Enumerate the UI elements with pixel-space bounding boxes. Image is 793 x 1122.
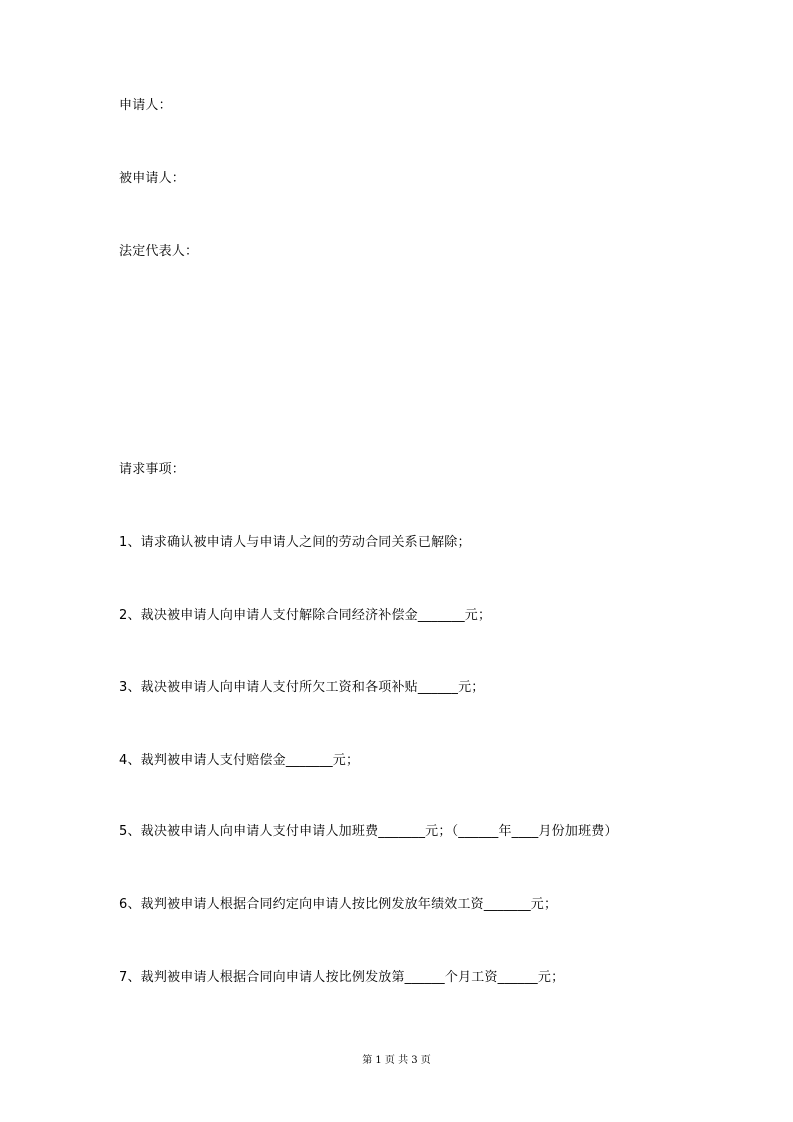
legal-representative-label: 法定代表人： [119, 244, 199, 259]
claim-item: 4、裁判被申请人支付赔偿金_______元； [119, 753, 360, 768]
claim-item: 2、裁决被申请人向申请人支付解除合同经济补偿金_______元； [119, 608, 492, 623]
claim-item: 7、裁判被申请人根据合同向申请人按比例发放第______个月工资______元； [119, 970, 565, 985]
claim-item: 6、裁判被申请人根据合同约定向申请人按比例发放年绩效工资_______元； [119, 897, 558, 912]
claim-item: 1、请求确认被申请人与申请人之间的劳动合同关系已解除； [119, 535, 471, 550]
page-number-footer: 第 1 页 共 3 页 [362, 1055, 431, 1066]
claims-heading: 请求事项： [119, 462, 186, 477]
respondent-label: 被申请人： [119, 171, 186, 186]
applicant-label: 申请人： [119, 98, 172, 113]
claim-item: 3、裁决被申请人向申请人支付所欠工资和各项补贴______元； [119, 680, 485, 695]
claim-item: 5、裁决被申请人向申请人支付申请人加班费_______元；（______年____月份加班费） [119, 824, 618, 839]
